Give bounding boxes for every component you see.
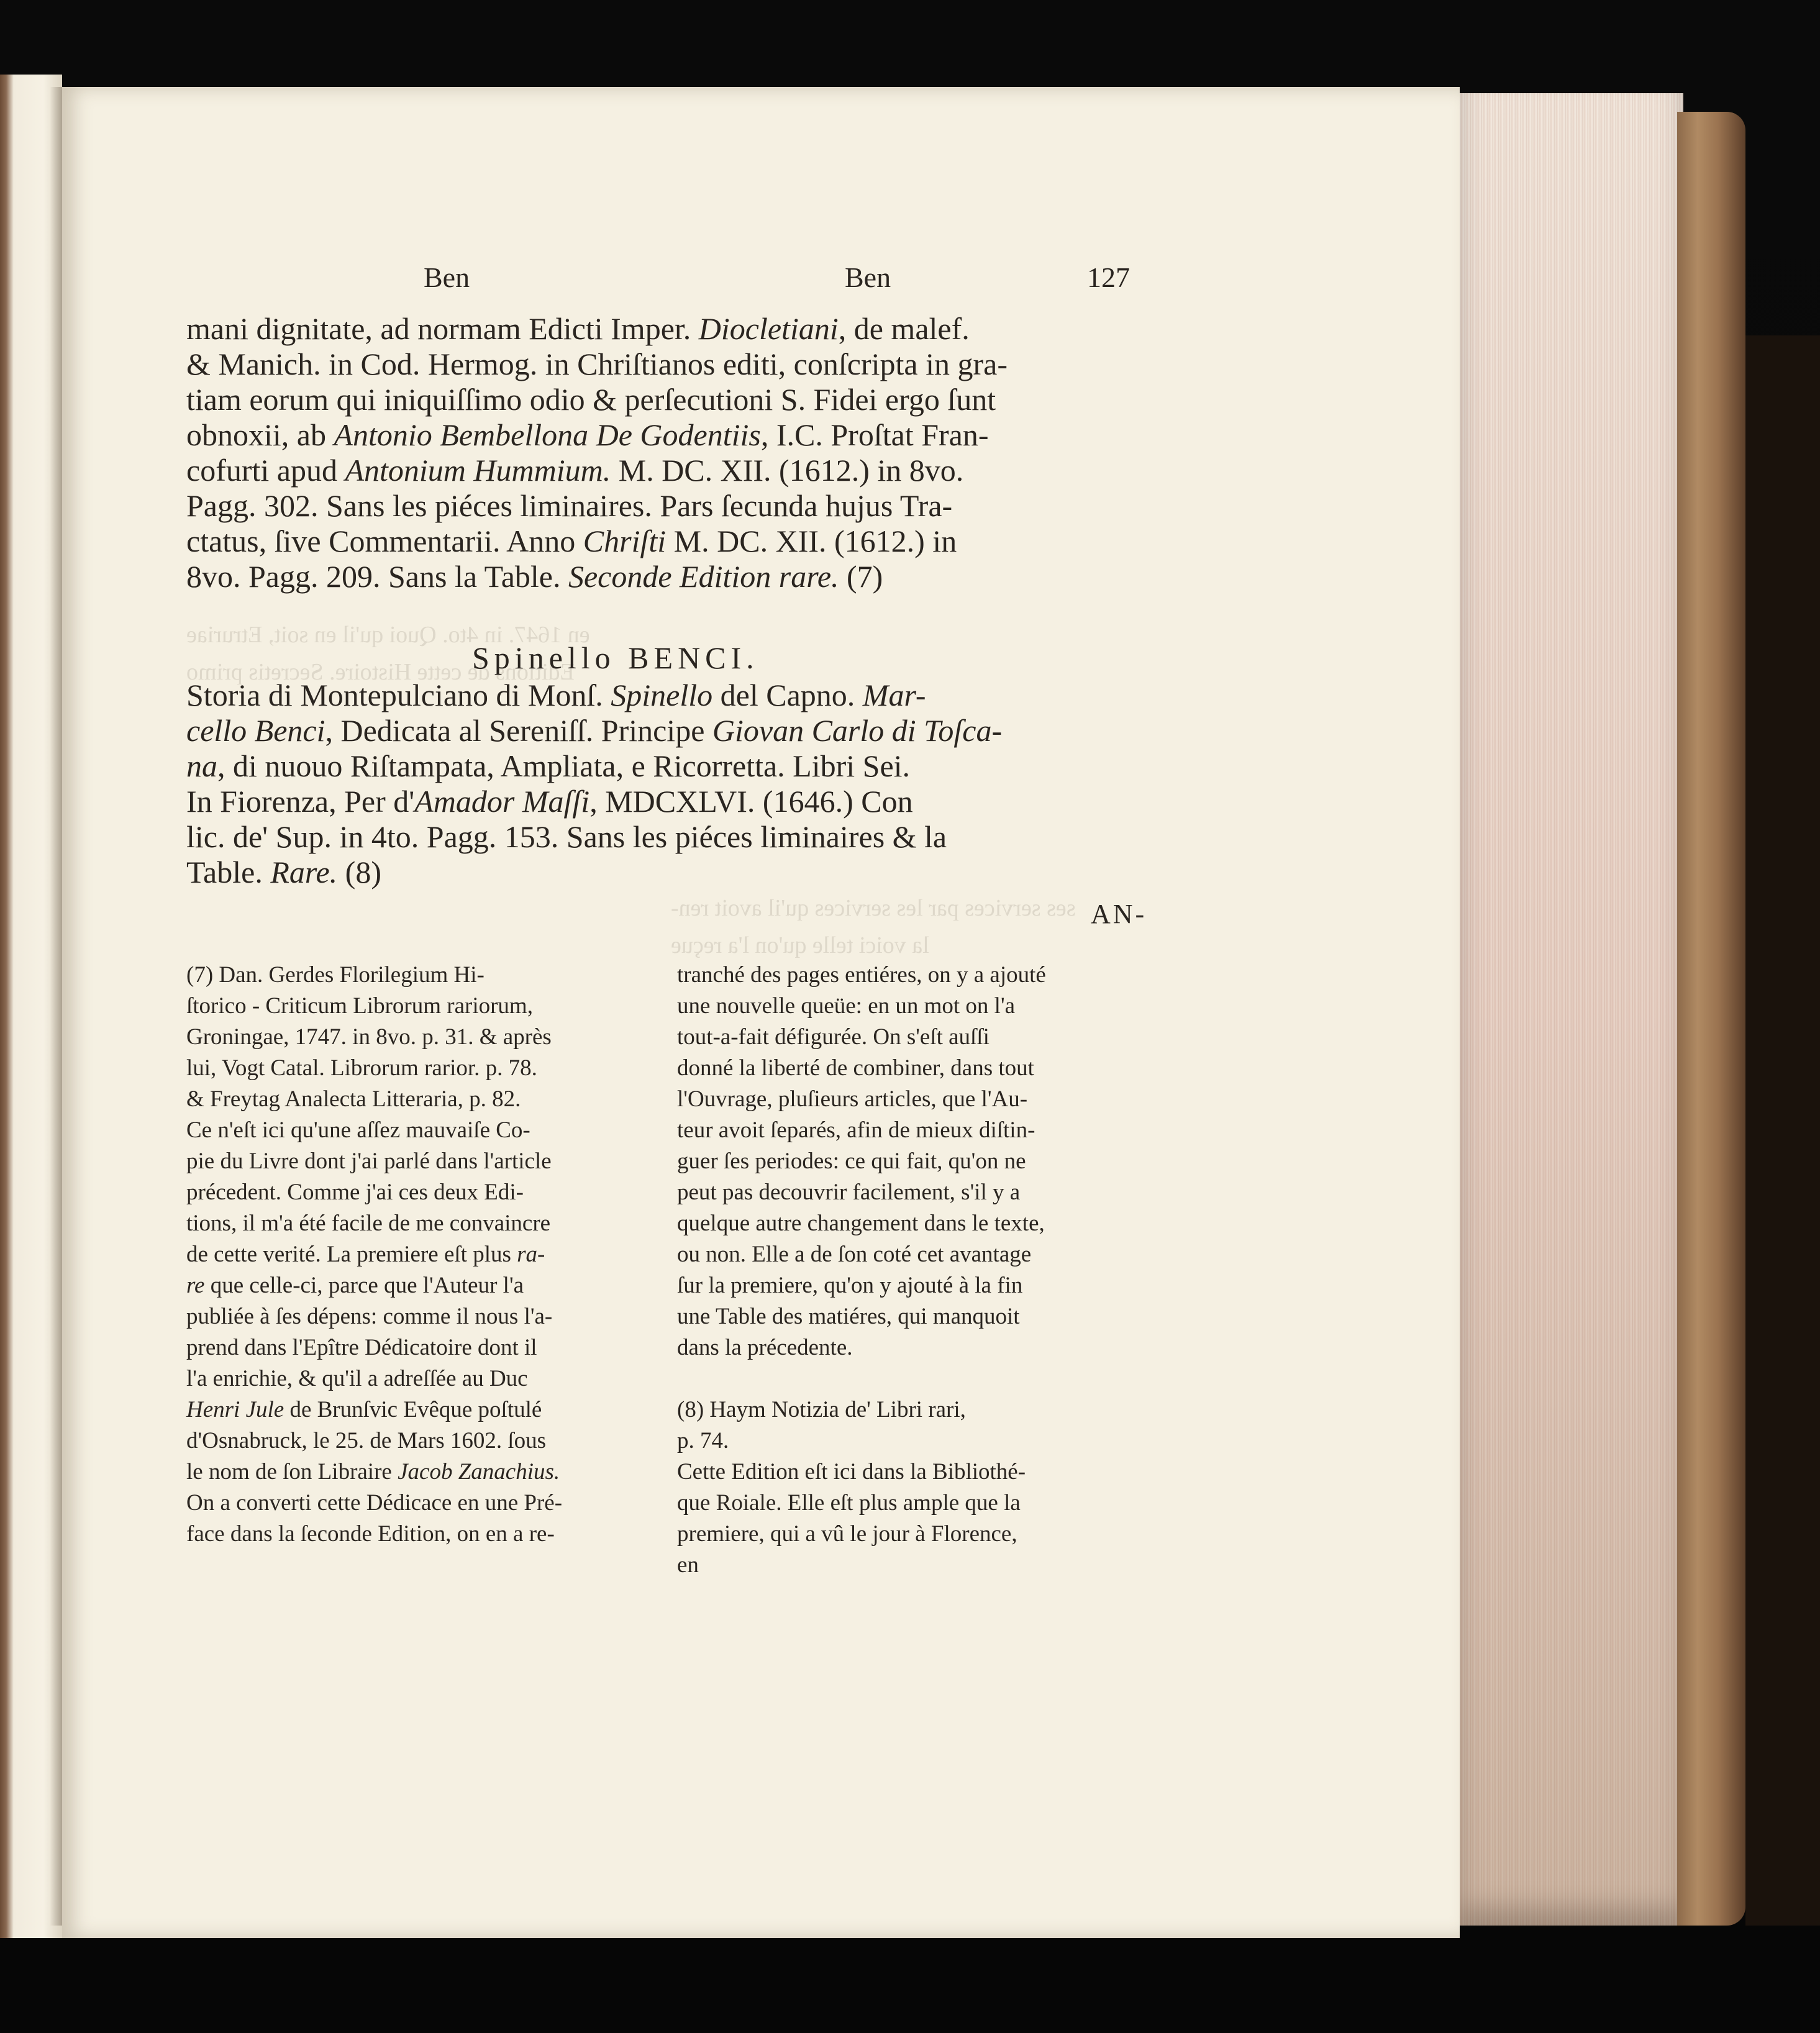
page-block-tone [1460, 93, 1683, 1926]
text-line [186, 1394, 562, 1426]
text-run: mani dignitate, ad normam Edicti Imper. [186, 311, 699, 346]
text-line [186, 712, 1002, 748]
text-run: (7) [839, 559, 883, 594]
text-line [186, 1519, 562, 1550]
text-run: peut pas decouvrir facilement, s'il y a [677, 1180, 1021, 1205]
text-run: tranché des pages entiéres, on y a ajouté [677, 962, 1046, 988]
page-number: 127 [1087, 262, 1130, 293]
text-run: del Capno. [712, 678, 863, 712]
text-run: lic. de' Sup. in 4to. Pagg. 153. Sans les piéces liminaires & la [186, 819, 947, 854]
text-line [186, 558, 883, 594]
text-run: Storia di Montepulciano di Monſ. [186, 678, 611, 712]
italic-run: na [186, 748, 217, 783]
text-line [186, 417, 989, 453]
catchword: AN- [1091, 899, 1147, 929]
text-run: Ce n'eſt ici qu'une aſſez mauvaiſe Co- [186, 1117, 530, 1143]
text-line [186, 1146, 562, 1177]
text-line [677, 1394, 1046, 1426]
italic-run: Giovan Carlo di Toſca- [712, 713, 1003, 748]
text-line [677, 1115, 1046, 1146]
text-run: en [677, 1552, 699, 1578]
text-line [677, 1208, 1046, 1239]
text-run: tions, il m'a été facile de me convaincre [186, 1211, 551, 1236]
text-run: , Dedicata al Sereniſſ. Principe [325, 713, 712, 748]
bleed-through: en 1647. in 4to. Quoi qu'il en soit, Etruriae [186, 622, 590, 648]
text-run: prend dans l'Epître Dédicatoire dont il [186, 1335, 537, 1360]
text-line [186, 488, 952, 524]
text-run: l'Ouvrage, pluſieurs articles, que l'Au- [677, 1086, 1028, 1112]
footnote-left-column [186, 960, 562, 1550]
bleed-through: la voici telle qu'on l'a reçue [671, 932, 929, 958]
text-run: guer ſes periodes: ce qui fait, qu'on ne [677, 1148, 1026, 1174]
text-line [186, 819, 947, 855]
text-run: M. DC. XII. (1612.) in [666, 524, 957, 558]
text-line [677, 1270, 1046, 1301]
text-run: , di nuouo Riſtampata, Ampliata, e Ricorretta. Libri Sei. [217, 748, 911, 783]
text-run: (7) Dan. Gerdes Florilegium Hi- [186, 962, 485, 988]
text-line [186, 748, 910, 784]
text-line [186, 381, 996, 417]
text-run: Cette Edition eſt ici dans la Bibliothé- [677, 1459, 1026, 1485]
text-line [186, 1426, 562, 1457]
text-run: , de malef. [838, 311, 970, 346]
text-run: une Table des matiéres, qui manquoit [677, 1304, 1020, 1329]
italic-run: Seconde Edition rare. [568, 559, 839, 594]
text-run: précedent. Comme j'ai ces deux Edi- [186, 1180, 524, 1205]
text-run: quelque autre changement dans le texte, [677, 1211, 1045, 1236]
text-line [186, 1239, 562, 1270]
text-run: le nom de ſon Libraire [186, 1459, 398, 1485]
text-line [677, 1363, 1046, 1394]
italic-run: re [186, 1273, 205, 1298]
text-run: ctatus, ſive Commentarii. Anno [186, 524, 583, 558]
text-line [186, 346, 1008, 382]
italic-run: Henri Jule [186, 1397, 284, 1422]
text-line [677, 1239, 1046, 1270]
text-run: ſur la premiere, qu'on y ajouté à la fin [677, 1273, 1023, 1298]
text-run: donné la liberté de combiner, dans tout [677, 1055, 1034, 1081]
text-run: ou non. Elle a de ſon coté cet avantage [677, 1242, 1032, 1267]
italic-run: Spinello [611, 678, 713, 712]
text-line [186, 1488, 562, 1519]
text-line [677, 1177, 1046, 1208]
text-line [186, 1177, 562, 1208]
text-line [677, 1084, 1046, 1115]
italic-run: cello Benci [186, 713, 325, 748]
text-line [186, 1301, 562, 1332]
bleed-through: Editions de cette Histoire. Secretis primo [186, 659, 575, 685]
text-run: ſtorico - Criticum Librorum rariorum, [186, 993, 533, 1019]
text-run: face dans la ſeconde Edition, on en a re- [186, 1521, 555, 1547]
text-line [186, 991, 562, 1022]
text-run: cofurti apud [186, 453, 345, 488]
text-line [186, 854, 381, 890]
text-line [186, 1115, 562, 1146]
text-run: une nouvelle queüe: en un mot on l'a [677, 993, 1016, 1019]
running-head-center: Ben [845, 262, 891, 293]
text-line [677, 1550, 1046, 1581]
text-run: lui, Vogt Catal. Librorum rarior. p. 78. [186, 1055, 537, 1081]
text-line [186, 1457, 562, 1488]
italic-run: ra- [517, 1242, 545, 1267]
italic-run: Antonium Hummium. [345, 453, 611, 488]
text-run: publiée à ſes dépens: comme il nous l'a- [186, 1304, 553, 1329]
footnote-right-column [677, 960, 1046, 1581]
italic-run: Mar- [862, 678, 926, 712]
italic-run: Chriſti [583, 524, 667, 558]
text-line [186, 1332, 562, 1363]
text-line [677, 1426, 1046, 1457]
text-line [677, 1488, 1046, 1519]
text-run: & Manich. in Cod. Hermog. in Chriſtianos editi, conſcripta in gra- [186, 347, 1008, 381]
text-line [677, 1053, 1046, 1084]
cover-shadow [1745, 335, 1820, 1926]
text-run: pie du Livre dont j'ai parlé dans l'article [186, 1148, 552, 1174]
text-line [677, 1146, 1046, 1177]
text-run: premiere, qui a vû le jour à Florence, [677, 1521, 1017, 1547]
text-line [186, 1053, 562, 1084]
text-run: On a converti cette Dédicace en une Pré- [186, 1490, 563, 1516]
text-run: obnoxii, ab [186, 417, 334, 452]
bleed-through: ses services par les services qu'il avoit ren- [671, 895, 1076, 921]
text-run: l'a enrichie, & qu'il a adreſſée au Duc [186, 1366, 528, 1391]
text-line [186, 783, 913, 819]
text-line [186, 1270, 562, 1301]
text-run: 8vo. Pagg. 209. Sans la Table. [186, 559, 568, 594]
text-line [186, 1208, 562, 1239]
text-line [186, 452, 963, 488]
text-run: de cette verité. La premiere eſt plus [186, 1242, 517, 1267]
text-line [677, 960, 1046, 991]
italic-run: Rare. [270, 855, 338, 889]
text-line [186, 1084, 562, 1115]
italic-run: Antonio Bembellona De Godentiis [334, 417, 761, 452]
text-line [186, 311, 970, 347]
text-run: , MDCXLVI. (1646.) Con [589, 784, 913, 819]
text-run: que Roiale. Elle eſt plus ample que la [677, 1490, 1021, 1516]
text-run: , I.C. Proſtat Fran- [760, 417, 989, 452]
text-run: tiam eorum qui iniquiſſimo odio & perſecutioni S. Fidei ergo ſunt [186, 382, 996, 417]
text-run: Table. [186, 855, 271, 889]
text-line [677, 1519, 1046, 1550]
text-run: d'Osnabruck, le 25. de Mars 1602. ſous [186, 1428, 547, 1453]
text-line [186, 677, 926, 713]
text-run: In Fiorenza, Per d' [186, 784, 415, 819]
text-run: p. 74. [677, 1428, 729, 1453]
text-run: dans la précedente. [677, 1335, 853, 1360]
text-line [677, 1457, 1046, 1488]
text-run: (8) Haym Notizia de' Libri rari, [677, 1397, 966, 1422]
text-run: & Freytag Analecta Litteraria, p. 82. [186, 1086, 521, 1112]
text-line [186, 960, 562, 991]
text-run: (8) [337, 855, 381, 889]
text-run: de Brunſvic Evêque poſtulé [284, 1397, 542, 1422]
text-line [677, 1332, 1046, 1363]
text-line [677, 1301, 1046, 1332]
running-head-left: Ben [424, 262, 470, 293]
text-line [186, 1363, 562, 1394]
text-run: M. DC. XII. (1612.) in 8vo. [611, 453, 964, 488]
text-line [186, 523, 957, 559]
text-line [186, 1022, 562, 1053]
text-run: Groningae, 1747. in 8vo. p. 31. & après [186, 1024, 552, 1050]
text-run: que celle-ci, parce que l'Auteur l'a [204, 1273, 524, 1298]
section-heading: Spinello BENCI. [472, 640, 759, 675]
book-cover-edge [1677, 112, 1745, 1926]
italic-run: Jacob Zanachius. [398, 1459, 560, 1485]
italic-run: Amador Maſſi [414, 784, 590, 819]
italic-run: Diocletiani [698, 311, 839, 346]
text-run: Pagg. 302. Sans les piéces liminaires. Pars ſecunda hujus Tra- [186, 488, 953, 523]
text-run: teur avoit ſeparés, afin de mieux diſtin- [677, 1117, 1035, 1143]
text-line [677, 991, 1046, 1022]
text-line [677, 1022, 1046, 1053]
text-run: tout-a-fait défigurée. On s'eſt auſſi [677, 1024, 990, 1050]
